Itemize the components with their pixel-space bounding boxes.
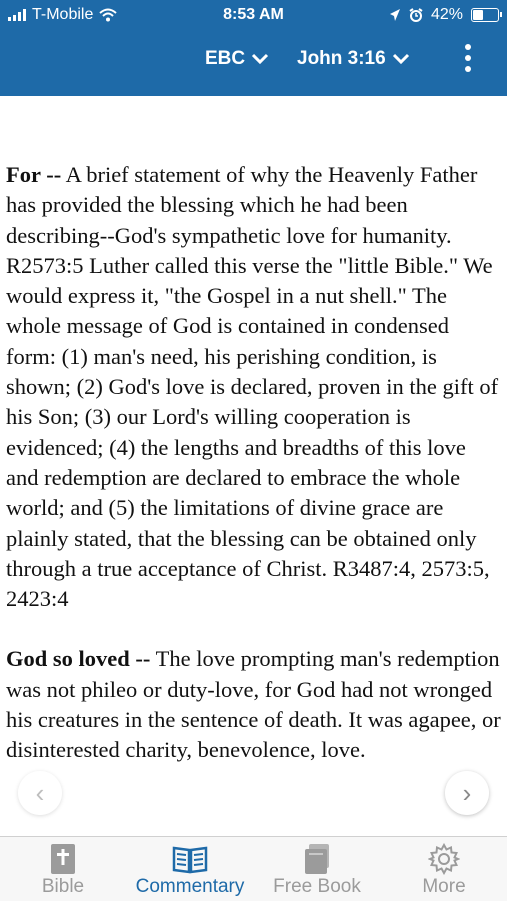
translation-selector[interactable]	[205, 48, 269, 70]
commentary-content	[6, 160, 502, 796]
chevron-down-icon	[392, 53, 410, 65]
tab-bible[interactable]	[0, 843, 126, 898]
more-options-button[interactable]	[463, 44, 473, 78]
gear-icon	[428, 843, 460, 875]
tab-label: More	[422, 876, 466, 897]
tab-label: Free Book	[273, 876, 361, 897]
battery-percent: 42%	[430, 6, 463, 23]
commentary-entry	[6, 644, 502, 765]
chevron-left-icon: ‹	[35, 777, 45, 808]
commentary-text: The love prompting man's redemption was not phileo or duty-love, for God had not wronged his creatures in the sentence of death. It was agapee, or disinterested charity, benevolence, love.	[6, 646, 501, 763]
tab-more[interactable]	[381, 843, 507, 898]
tab-free-book[interactable]	[254, 843, 380, 898]
books-icon	[301, 843, 333, 875]
reference-selector[interactable]	[297, 48, 410, 70]
tab-bar	[0, 836, 507, 901]
chevron-down-icon	[251, 53, 269, 65]
bible-icon	[48, 843, 78, 875]
status-bar	[0, 0, 507, 32]
tab-label: Bible	[41, 876, 85, 897]
app-header	[0, 0, 507, 96]
status-time: 8:53 AM	[223, 6, 284, 23]
carrier-label: T-Mobile	[32, 6, 94, 23]
tab-commentary[interactable]	[127, 843, 253, 898]
header-nav	[0, 48, 507, 78]
commentary-term: For --	[6, 162, 62, 187]
chevron-right-icon: ›	[462, 777, 472, 808]
next-verse-button[interactable]	[445, 771, 489, 815]
alarm-icon	[409, 8, 423, 22]
battery-level	[473, 10, 483, 20]
previous-verse-button[interactable]	[18, 771, 62, 815]
tab-label: Commentary	[135, 876, 245, 897]
commentary-icon	[172, 844, 208, 874]
commentary-term: God so loved --	[6, 646, 151, 672]
commentary-entry	[6, 160, 502, 614]
commentary-text: A brief statement of why the Heavenly Father has provided the blessing which he had been describing--God's sympathetic love for humanity. R2573:5 Luther called this verse the "little Bible." We would express it, "the Gospel in a nut shell." The whole message of God is contained in condensed form: (1) man's need, his perishing condition, is shown; (2) God's love is declared, proven in the gift of his Son; (3) our Lord's willing cooperation is evidenced; (4) the lengths and breadths of this love and redemption are declared to embrace the whole world; and (5) the limitations of divine grace are plainly stated, that the blessing can be obtained only through a true acceptance of Christ. R3487:4, 2573:5, 2423:4	[6, 162, 499, 612]
translation-label: EBC	[205, 48, 246, 69]
battery-icon	[471, 8, 499, 22]
status-right	[389, 6, 499, 24]
reference-label: John 3:16	[297, 48, 386, 69]
location-icon	[389, 8, 401, 22]
